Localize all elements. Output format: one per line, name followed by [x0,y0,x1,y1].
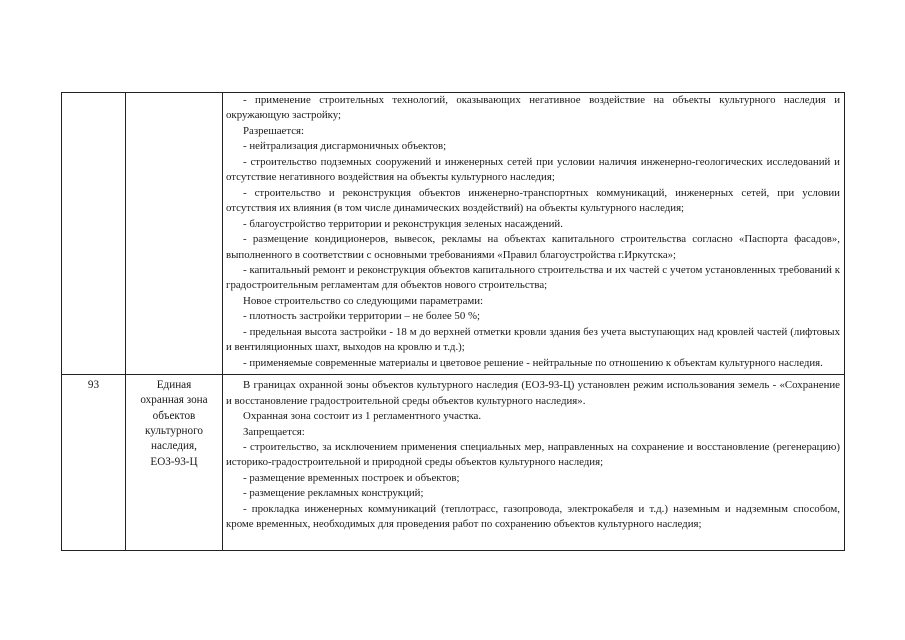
paragraph: - плотность застройки территории – не более 50 %; [243,310,481,323]
paragraph: Новое строительство со следующими параметрами: [243,294,484,307]
zone-name-cell [126,93,223,375]
paragraph: В границах охранной зоны объектов культурного наследия (ЕОЗ-93-Ц) установлен режим использования земель - «Сохранение и восстановление градостроительной среды объектов культурного наследия». [226,379,840,407]
zone-name-line: ЕОЗ-93-Ц [150,455,198,468]
paragraph: - благоустройство территории и реконструкция зеленых насаждений. [243,217,563,230]
paragraph: Разрешается: [243,124,305,137]
zone-name-line: культурного [144,425,204,438]
paragraph: - строительство, за исключением применения специальных мер, направленных на сохранение и восстановление (регенерацию) историко-градостроительной и природной среды объектов культурного наследия; [226,440,840,469]
row-number-cell [62,93,126,375]
zone-name-cell [126,375,223,551]
regulation-text-cell [223,93,845,375]
paragraph: - применение строительных технологий, оказывающих негативное воздействие на объекты культурного наследия и окружающую застройку; [226,94,840,122]
regulation-text-cell [223,375,845,551]
paragraph: - капитальный ремонт и реконструкция объектов капитального строительства и их частей с учетом установленных требований к градостроительным регламентам для объектов нового строительства; [226,263,840,292]
regulation-table [61,92,845,551]
paragraph: Запрещается: [243,425,305,438]
zone-name-line: охранная зона [140,394,208,407]
table-row [62,375,845,551]
paragraph: - нейтрализация дисгармоничных объектов; [243,140,447,153]
paragraph: - применяемые современные материалы и цветовое решение - нейтральные по отношению к объектам культурного наследия. [243,356,823,369]
zone-name-line: объектов [152,409,196,422]
paragraph: - строительство и реконструкция объектов инженерно-транспортных коммуникаций, инженерных сетей, при условии отсутствия их влияния (в том числе динамических воздействий) на объекты культурного наследия; [226,186,840,215]
paragraph: - прокладка инженерных коммуникаций (теплотрасс, газопровода, электрокабеля и т.д.) наземным и надземным способом, кроме временных, необходимых для проведения работ по сохранению объектов культурного наследия; [226,502,840,531]
zone-name-line: Единая [156,379,192,392]
zone-name-line: наследия, [151,440,197,453]
paragraph: Охранная зона состоит из 1 регламентного участка. [243,410,482,423]
paragraph: - размещение временных построек и объектов; [243,471,460,484]
paragraph: - предельная высота застройки - 18 м до верхней отметки кровли здания без учета выступающих над кровлей частей (лифтовых и вентиляционных шахт, выходов на кровлю и т.д.); [226,325,840,354]
paragraph: - размещение рекламных конструкций; [243,487,424,500]
table-row [62,93,845,375]
paragraph: - строительство подземных сооружений и инженерных сетей при условии наличия инженерно-геологических исследований и отсутствие негативного воздействия на объекты культурного наследия; [226,155,840,184]
paragraph: - размещение кондиционеров, вывесок, рекламы на объектах капитального строительства согласно «Паспорта фасадов», выполненного в соответствии с основными требованиями «Правил благоустройства г.Иркутска»; [226,233,840,261]
row-number-cell: 93 [62,375,126,551]
